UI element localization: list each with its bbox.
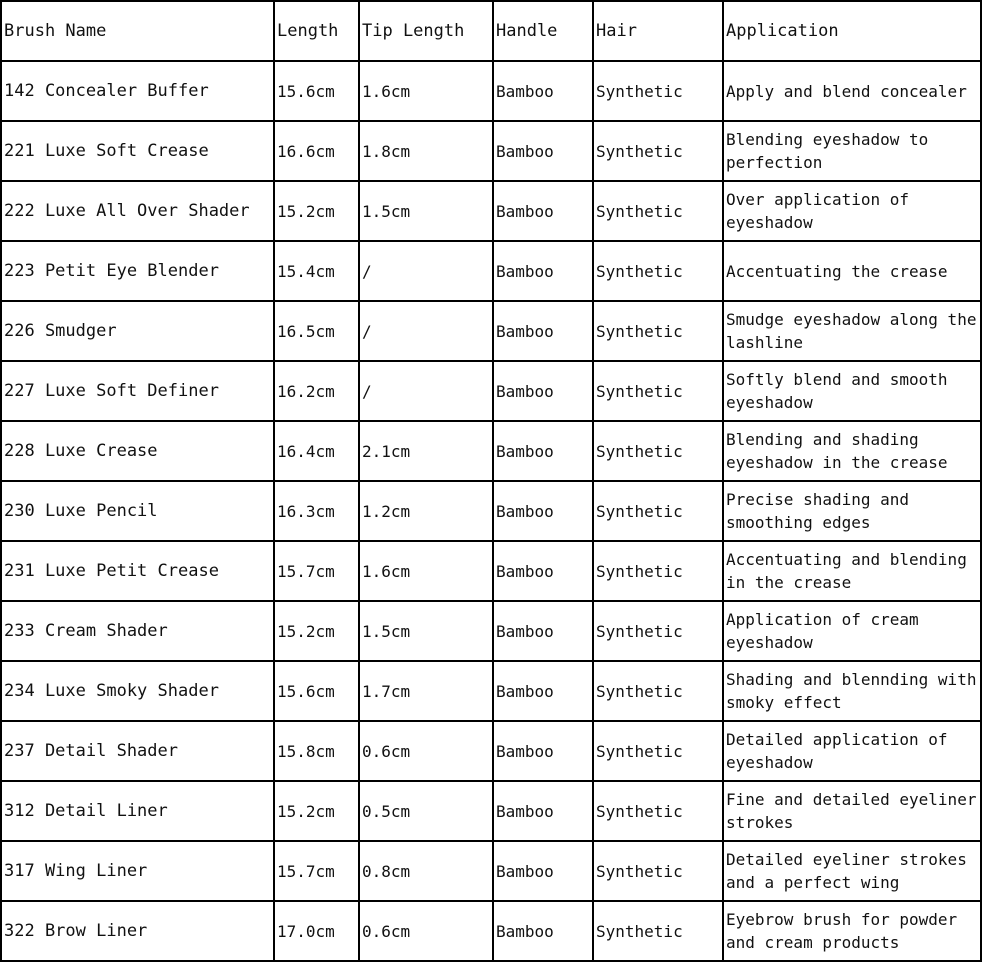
- tip-length-cell: 1.6cm: [359, 61, 493, 121]
- length-cell: 16.5cm: [274, 301, 359, 361]
- application-cell: Softly blend and smooth eyeshadow: [723, 361, 981, 421]
- application-cell: Precise shading and smoothing edges: [723, 481, 981, 541]
- brush-name-cell: 230 Luxe Pencil: [1, 481, 274, 541]
- handle-cell: Bamboo: [493, 421, 593, 481]
- hair-cell: Synthetic: [593, 481, 723, 541]
- column-header-brush-name: Brush Name: [1, 1, 274, 61]
- table-row: [1, 541, 981, 601]
- handle-cell: Bamboo: [493, 781, 593, 841]
- length-cell: 15.8cm: [274, 721, 359, 781]
- brush-name-cell: 222 Luxe All Over Shader: [1, 181, 274, 241]
- brush-name-cell: 312 Detail Liner: [1, 781, 274, 841]
- length-cell: 15.2cm: [274, 781, 359, 841]
- brush-name-cell: 142 Concealer Buffer: [1, 61, 274, 121]
- hair-cell: Synthetic: [593, 661, 723, 721]
- application-cell: Blending and shading eyeshadow in the crease: [723, 421, 981, 481]
- brush-name-cell: 237 Detail Shader: [1, 721, 274, 781]
- brush-name-cell: 234 Luxe Smoky Shader: [1, 661, 274, 721]
- tip-length-cell: 0.6cm: [359, 901, 493, 961]
- hair-cell: Synthetic: [593, 781, 723, 841]
- handle-cell: Bamboo: [493, 901, 593, 961]
- application-cell: Shading and blennding with smoky effect: [723, 661, 981, 721]
- tip-length-cell: 1.6cm: [359, 541, 493, 601]
- tip-length-cell: 1.5cm: [359, 181, 493, 241]
- length-cell: 15.6cm: [274, 61, 359, 121]
- handle-cell: Bamboo: [493, 721, 593, 781]
- column-header-hair: Hair: [593, 1, 723, 61]
- length-cell: 15.2cm: [274, 601, 359, 661]
- length-cell: 16.3cm: [274, 481, 359, 541]
- table-row: [1, 601, 981, 661]
- table-row: [1, 481, 981, 541]
- table-row: [1, 781, 981, 841]
- tip-length-cell: 1.8cm: [359, 121, 493, 181]
- table-row: [1, 181, 981, 241]
- length-cell: 15.7cm: [274, 841, 359, 901]
- handle-cell: Bamboo: [493, 661, 593, 721]
- brush-name-cell: 228 Luxe Crease: [1, 421, 274, 481]
- brush-name-cell: 322 Brow Liner: [1, 901, 274, 961]
- tip-length-cell: /: [359, 361, 493, 421]
- tip-length-cell: /: [359, 301, 493, 361]
- handle-cell: Bamboo: [493, 541, 593, 601]
- handle-cell: Bamboo: [493, 61, 593, 121]
- hair-cell: Synthetic: [593, 241, 723, 301]
- length-cell: 16.4cm: [274, 421, 359, 481]
- hair-cell: Synthetic: [593, 61, 723, 121]
- tip-length-cell: 0.5cm: [359, 781, 493, 841]
- hair-cell: Synthetic: [593, 721, 723, 781]
- table-row: [1, 421, 981, 481]
- table-row: [1, 61, 981, 121]
- tip-length-cell: 1.2cm: [359, 481, 493, 541]
- hair-cell: Synthetic: [593, 421, 723, 481]
- brush-name-cell: 221 Luxe Soft Crease: [1, 121, 274, 181]
- hair-cell: Synthetic: [593, 841, 723, 901]
- brush-name-cell: 227 Luxe Soft Definer: [1, 361, 274, 421]
- column-header-tip-length: Tip Length: [359, 1, 493, 61]
- length-cell: 17.0cm: [274, 901, 359, 961]
- application-cell: Over application of eyeshadow: [723, 181, 981, 241]
- hair-cell: Synthetic: [593, 541, 723, 601]
- length-cell: 15.4cm: [274, 241, 359, 301]
- brush-name-cell: 233 Cream Shader: [1, 601, 274, 661]
- table-body: [1, 61, 981, 961]
- application-cell: Application of cream eyeshadow: [723, 601, 981, 661]
- application-cell: Detailed eyeliner strokes and a perfect wing: [723, 841, 981, 901]
- table-row: [1, 841, 981, 901]
- length-cell: 15.2cm: [274, 181, 359, 241]
- hair-cell: Synthetic: [593, 121, 723, 181]
- column-header-handle: Handle: [493, 1, 593, 61]
- hair-cell: Synthetic: [593, 901, 723, 961]
- handle-cell: Bamboo: [493, 481, 593, 541]
- brush-name-cell: 223 Petit Eye Blender: [1, 241, 274, 301]
- handle-cell: Bamboo: [493, 841, 593, 901]
- handle-cell: Bamboo: [493, 601, 593, 661]
- tip-length-cell: 0.6cm: [359, 721, 493, 781]
- column-header-length: Length: [274, 1, 359, 61]
- application-cell: Apply and blend concealer: [723, 61, 981, 121]
- table-row: [1, 301, 981, 361]
- table-row: [1, 721, 981, 781]
- application-cell: Smudge eyeshadow along the lashline: [723, 301, 981, 361]
- length-cell: 16.6cm: [274, 121, 359, 181]
- tip-length-cell: /: [359, 241, 493, 301]
- handle-cell: Bamboo: [493, 241, 593, 301]
- application-cell: Blending eyeshadow to perfection: [723, 121, 981, 181]
- handle-cell: Bamboo: [493, 121, 593, 181]
- table-row: [1, 361, 981, 421]
- application-cell: Fine and detailed eyeliner strokes: [723, 781, 981, 841]
- length-cell: 16.2cm: [274, 361, 359, 421]
- tip-length-cell: 1.7cm: [359, 661, 493, 721]
- tip-length-cell: 1.5cm: [359, 601, 493, 661]
- hair-cell: Synthetic: [593, 301, 723, 361]
- header-row: [1, 1, 981, 61]
- table-row: [1, 241, 981, 301]
- brush-name-cell: 226 Smudger: [1, 301, 274, 361]
- hair-cell: Synthetic: [593, 361, 723, 421]
- handle-cell: Bamboo: [493, 361, 593, 421]
- application-cell: Accentuating and blending in the crease: [723, 541, 981, 601]
- handle-cell: Bamboo: [493, 301, 593, 361]
- table-row: [1, 661, 981, 721]
- handle-cell: Bamboo: [493, 181, 593, 241]
- hair-cell: Synthetic: [593, 601, 723, 661]
- application-cell: Accentuating the crease: [723, 241, 981, 301]
- brush-name-cell: 231 Luxe Petit Crease: [1, 541, 274, 601]
- tip-length-cell: 0.8cm: [359, 841, 493, 901]
- table-row: [1, 901, 981, 961]
- table-row: [1, 121, 981, 181]
- column-header-application: Application: [723, 1, 981, 61]
- brush-name-cell: 317 Wing Liner: [1, 841, 274, 901]
- tip-length-cell: 2.1cm: [359, 421, 493, 481]
- length-cell: 15.6cm: [274, 661, 359, 721]
- application-cell: Detailed application of eyeshadow: [723, 721, 981, 781]
- hair-cell: Synthetic: [593, 181, 723, 241]
- length-cell: 15.7cm: [274, 541, 359, 601]
- application-cell: Eyebrow brush for powder and cream products: [723, 901, 981, 961]
